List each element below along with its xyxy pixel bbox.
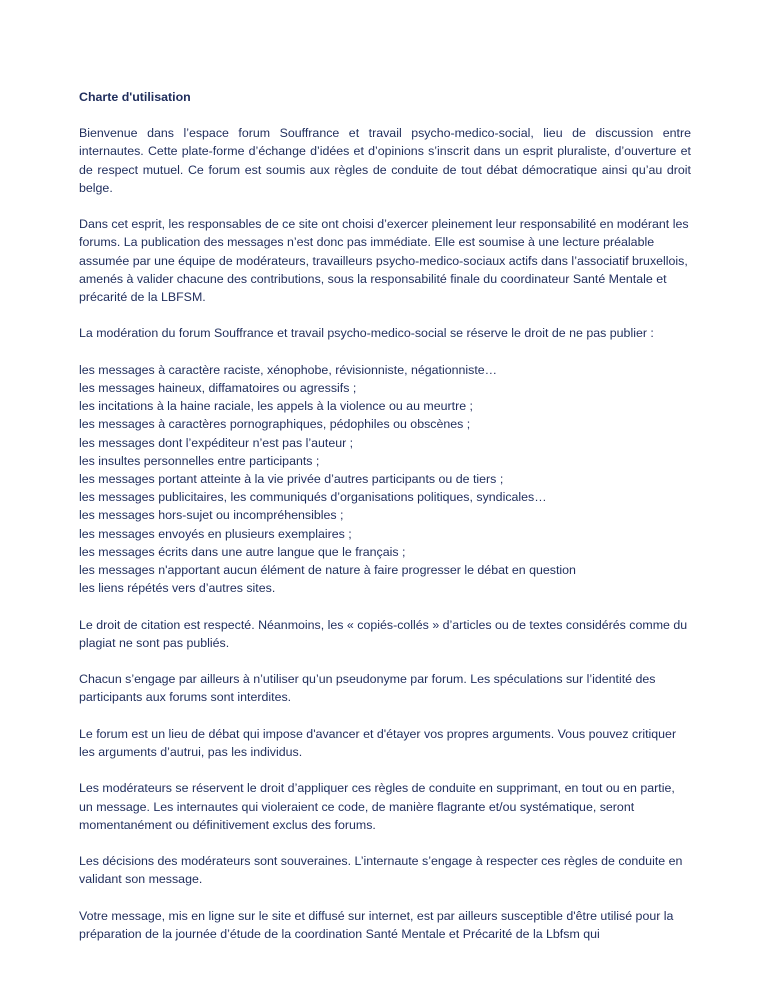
list-item: les messages haineux, diffamatoires ou agressifs ; bbox=[79, 381, 357, 395]
pseudonym-paragraph: Chacun s’engage par ailleurs à n’utiliser qu’un pseudonyme par forum. Les spéculations sur l’identité des participants aux forums sont interdites. bbox=[79, 672, 656, 705]
decisions-paragraph: Les décisions des modérateurs sont souveraines. L’internaute s’engage à respecter ces règles de conduite en validant son message. bbox=[79, 854, 683, 887]
list-item: les messages écrits dans une autre langue que le français ; bbox=[79, 544, 406, 559]
debate-paragraph: Le forum est un lieu de débat qui impose d'avancer et d'étayer vos propres arguments. Vous pouvez critiquer les arguments d’autrui, pas les individus. bbox=[79, 726, 677, 760]
list-item: les liens répétés vers d’autres sites. bbox=[79, 581, 276, 596]
list-item: les messages dont l’expéditeur n’est pas l’auteur ; bbox=[79, 435, 354, 450]
document-title: Charte d'utilisation bbox=[79, 90, 191, 104]
list-item: les messages publicitaires, les communiqués d’organisations politiques, syndicales… bbox=[79, 490, 547, 505]
list-item: les messages n'apportant aucun élément de nature à faire progresser le débat en question bbox=[79, 563, 576, 578]
list-item: les insultes personnelles entre participants ; bbox=[79, 453, 320, 468]
list-item: les messages hors-sujet ou incompréhensibles ; bbox=[79, 508, 344, 523]
list-item: les messages à caractère raciste, xénophobe, révisionniste, négationniste… bbox=[79, 362, 498, 377]
enforcement-paragraph: Les modérateurs se réservent le droit d’appliquer ces règles de conduite en supprimant, en tout ou en partie, un message. Les internautes qui violeraient ce code, de manière flagrante et/ou systématique, seront momentanément ou définitivement exclus des forums. bbox=[79, 781, 675, 832]
list-item: les messages portant atteinte à la vie privée d’autres participants ou de tiers ; bbox=[79, 472, 504, 487]
citation-paragraph: Le droit de citation est respecté. Néanmoins, les « copiés-collés » d’articles ou de textes considérés comme du plagiat ne sont pas publiés. bbox=[79, 617, 688, 650]
list-item: les incitations à la haine raciale, les appels à la violence ou au meurtre ; bbox=[79, 399, 473, 414]
document-page bbox=[79, 88, 691, 961]
usage-paragraph: Votre message, mis en ligne sur le site et diffusé sur internet, est par ailleurs susceptible d'être utilisé pour la préparation de la journée d’étude de la coordination Santé Mentale et Précarité de la Lbfsm qui bbox=[79, 908, 674, 941]
list-item: les messages envoyés en plusieurs exemplaires ; bbox=[79, 526, 352, 541]
rights-paragraph: La modération du forum Souffrance et travail psycho-medico-social se réserve le droit de ne pas publier : bbox=[79, 326, 654, 341]
intro-paragraph: Bienvenue dans l’espace forum Souffrance et travail psycho-medico-social, lieu de discussion entre internautes. Cette plate-forme d’échange d’idées et d’opinions s’inscrit dans un esprit pluraliste, d’ouverture et de respect mutuel. Ce forum est soumis aux règles de conduite de tout débat démocratique ainsi qu’au droit belge. bbox=[79, 126, 691, 195]
list-item: les messages à caractères pornographiques, pédophiles ou obscènes ; bbox=[79, 417, 471, 432]
moderation-paragraph: Dans cet esprit, les responsables de ce site ont choisi d’exercer pleinement leur responsabilité en modérant les forums. La publication des messages n’est donc pas immédiate. Elle est soumise à une lecture préalable assumée par une équipe de modérateurs, travailleurs psycho-medico-sociaux actifs dans l’associatif bruxellois, amenés à valider chacune des contributions, sous la responsabilité finale du coordinateur Santé Mentale et précarité de la LBFSM. bbox=[79, 217, 689, 305]
prohibited-messages-list bbox=[79, 361, 691, 598]
